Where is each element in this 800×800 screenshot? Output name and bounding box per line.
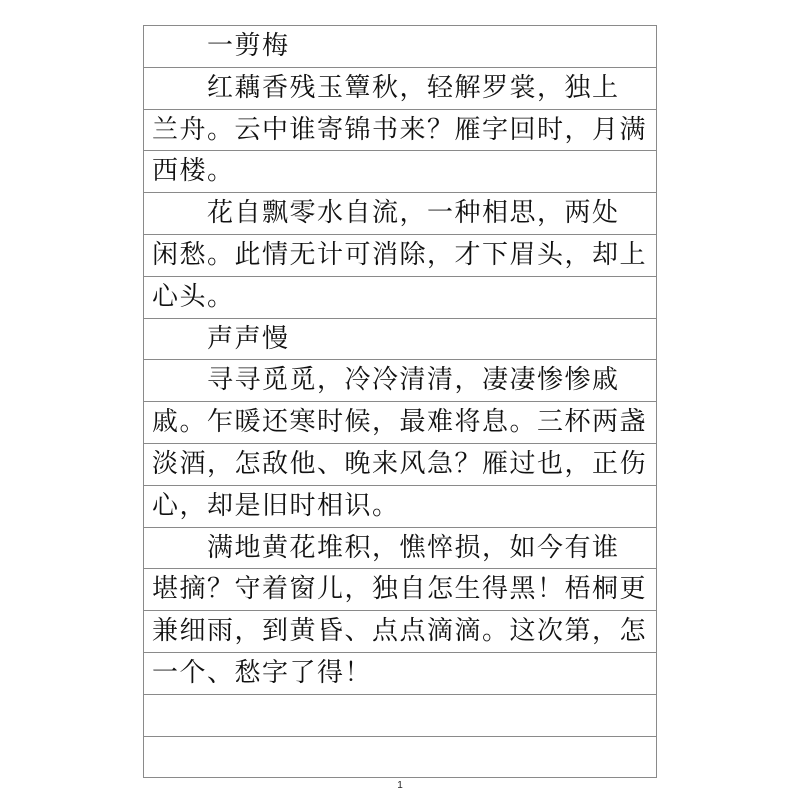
poem-line: 寻寻觅觅，冷冷清清，凄凄惨惨戚 <box>144 360 656 402</box>
writing-sheet <box>143 25 657 778</box>
blank-line <box>144 737 656 779</box>
poem-line: 堪摘？守着窗儿，独自怎生得黑！梧桐更 <box>144 569 656 611</box>
poem-line: 兰舟。云中谁寄锦书来？雁字回时，月满 <box>144 110 656 152</box>
poem-line: 心，却是旧时相识。 <box>144 486 656 528</box>
blank-line <box>144 695 656 737</box>
poem-line: 戚。乍暖还寒时候，最难将息。三杯两盏 <box>144 402 656 444</box>
poem-line: 一个、愁字了得！ <box>144 653 656 695</box>
poem-line: 淡酒，怎敌他、晚来风急？雁过也，正伤 <box>144 444 656 486</box>
poem-line: 兼细雨，到黄昏、点点滴滴。这次第，怎 <box>144 611 656 653</box>
page-number: 1 <box>397 780 403 791</box>
poem-line: 西楼。 <box>144 151 656 193</box>
poem-line: 红藕香残玉簟秋，轻解罗裳，独上 <box>144 68 656 110</box>
poem-title: 一剪梅 <box>144 26 656 68</box>
poem-line: 满地黄花堆积，憔悴损，如今有谁 <box>144 528 656 570</box>
poem-line: 闲愁。此情无计可消除，才下眉头，却上 <box>144 235 656 277</box>
poem-line: 花自飘零水自流，一种相思，两处 <box>144 193 656 235</box>
poem-line: 心头。 <box>144 277 656 319</box>
poem-title: 声声慢 <box>144 319 656 361</box>
